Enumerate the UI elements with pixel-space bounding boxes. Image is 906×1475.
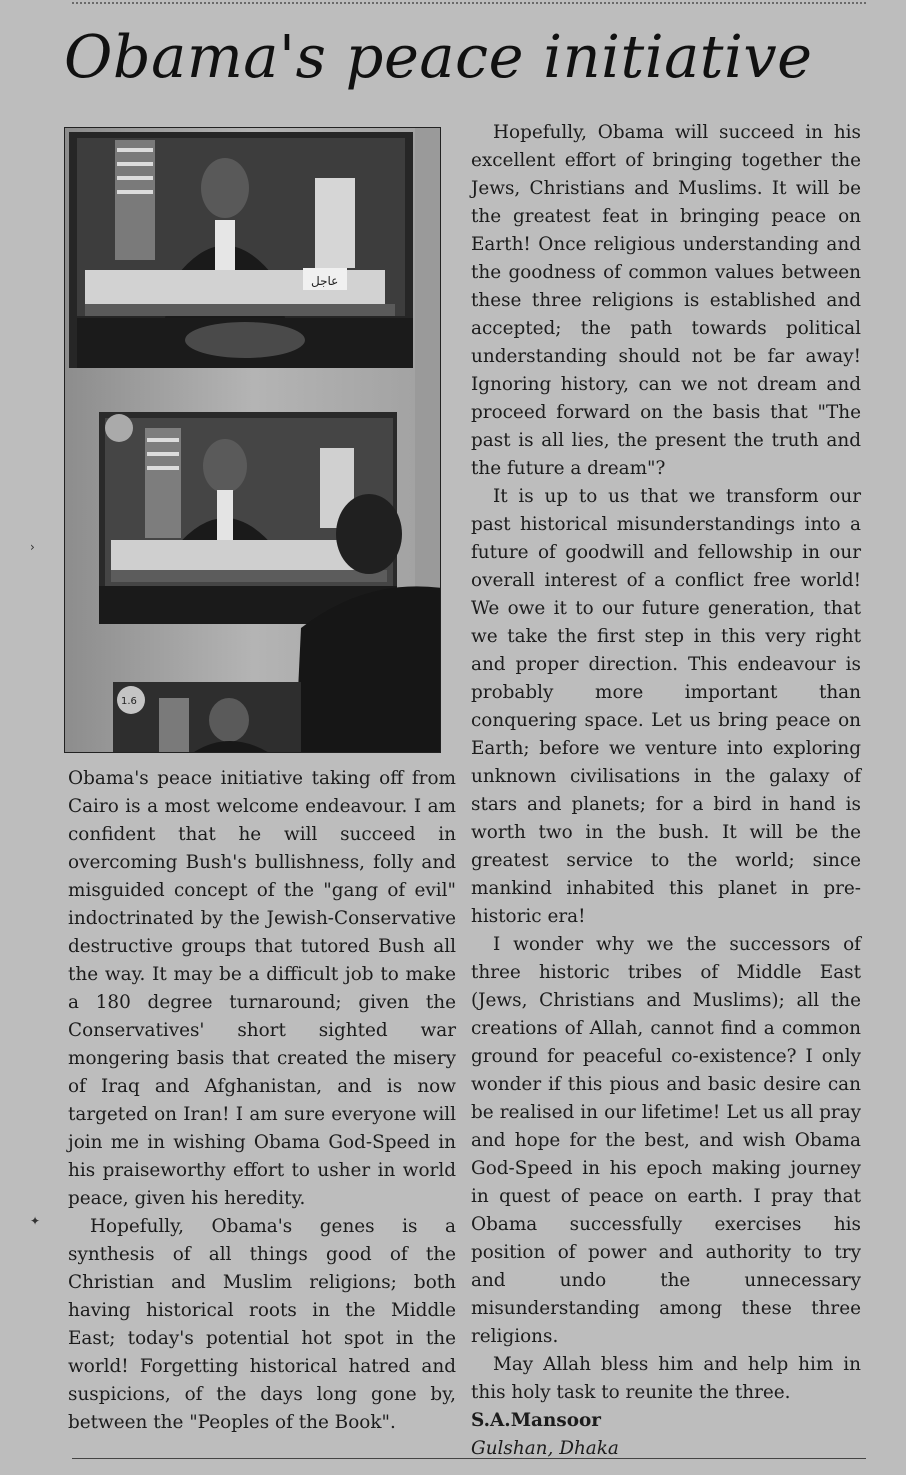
- body-paragraph: Hopefully, Obama's genes is a synthesis of all things good of the Christian and Muslim religions; both having historical roots in the Middle East; today's potential hot spot in the world! Forgetting historical hatred and suspicions, of the days long gone by, between the "Peoples of the Book".: [68, 1216, 456, 1433]
- body-paragraph: Obama's peace initiative taking off from Cairo is a most welcome endeavour. I am confident that he will succeed in overcoming Bush's bullishness, folly and misguided concept of the "gang of evil" indoctrinated by the Jewish-Conservative destructive groups that tutored Bush all the way. It may be a difficult job to make a 180 degree turnaround; given the Conservatives' short sighted war mongering basis that created the misery of Iraq and Afghanistan, and is now targeted on Iran! I am sure everyone will join me in wishing Obama God-Speed in his praiseworthy effort to usher in world peace, given his heredity.: [68, 768, 456, 1209]
- body-paragraph: May Allah bless him and help him in this holy task to reunite the three.: [471, 1354, 861, 1403]
- body-paragraph: Hopefully, Obama will succeed in his excellent effort of bringing together the Jews, Christians and Muslims. It will be the greatest feat in bringing peace on Earth! Once religious understanding and the goodness of common values between these three religions is established and accepted; the path towards political understanding should not be far away! Ignoring history, can we not dream and proceed forward on the basis that "The past is all lies, the present the truth and the future a dream"?: [471, 122, 861, 479]
- breaking-badge: عاجل: [311, 274, 339, 288]
- body-paragraph: I wonder why we the successors of three historic tribes of Middle East (Jews, Christians and Muslims); all the creations of Allah, cannot find a common ground for peaceful co-existence? I only wonder if this pious and basic desire can be realised in our lifetime! Let us all pray and hope for the best, and wish Obama God-Speed in his epoch making journey in quest of peace on earth. I pray that Obama successfully exercises his position of power and authority to try and undo the unnecessary misunderstanding among these three religions.: [471, 934, 861, 1347]
- paper-speck: ✦: [30, 1214, 41, 1228]
- author-name: S.A.Mansoor: [471, 1410, 601, 1431]
- bottom-rule: [72, 1458, 866, 1459]
- paper-speck: ›: [30, 540, 35, 554]
- photo-illustration: [65, 128, 441, 753]
- author-location: Gulshan, Dhaka: [471, 1438, 619, 1459]
- tv-screen-bottom: [113, 682, 301, 753]
- left-column: [68, 765, 456, 1437]
- right-column: [471, 119, 861, 1463]
- top-dotted-rule: [72, 2, 866, 4]
- tv-badge-number: 1.6: [121, 696, 137, 707]
- news-photo: [64, 127, 441, 753]
- body-paragraph: It is up to us that we transform our past historical misunderstandings into a future of goodwill and fellowship in our overall interest of a conflict free world! We owe it to our future generation, that we take the first step in this very right and proper direction. This endeavour is probably more important than conquering space. Let us bring peace on Earth; before we venture into exploring unknown civilisations in the galaxy of stars and planets; for a bird in hand is worth two in the bush. It will be the greatest service to the world; since mankind inhabited this planet in pre-historic era!: [471, 486, 861, 927]
- headline: Obama's peace initiative: [64, 22, 813, 91]
- tv-screen-top: [69, 132, 413, 368]
